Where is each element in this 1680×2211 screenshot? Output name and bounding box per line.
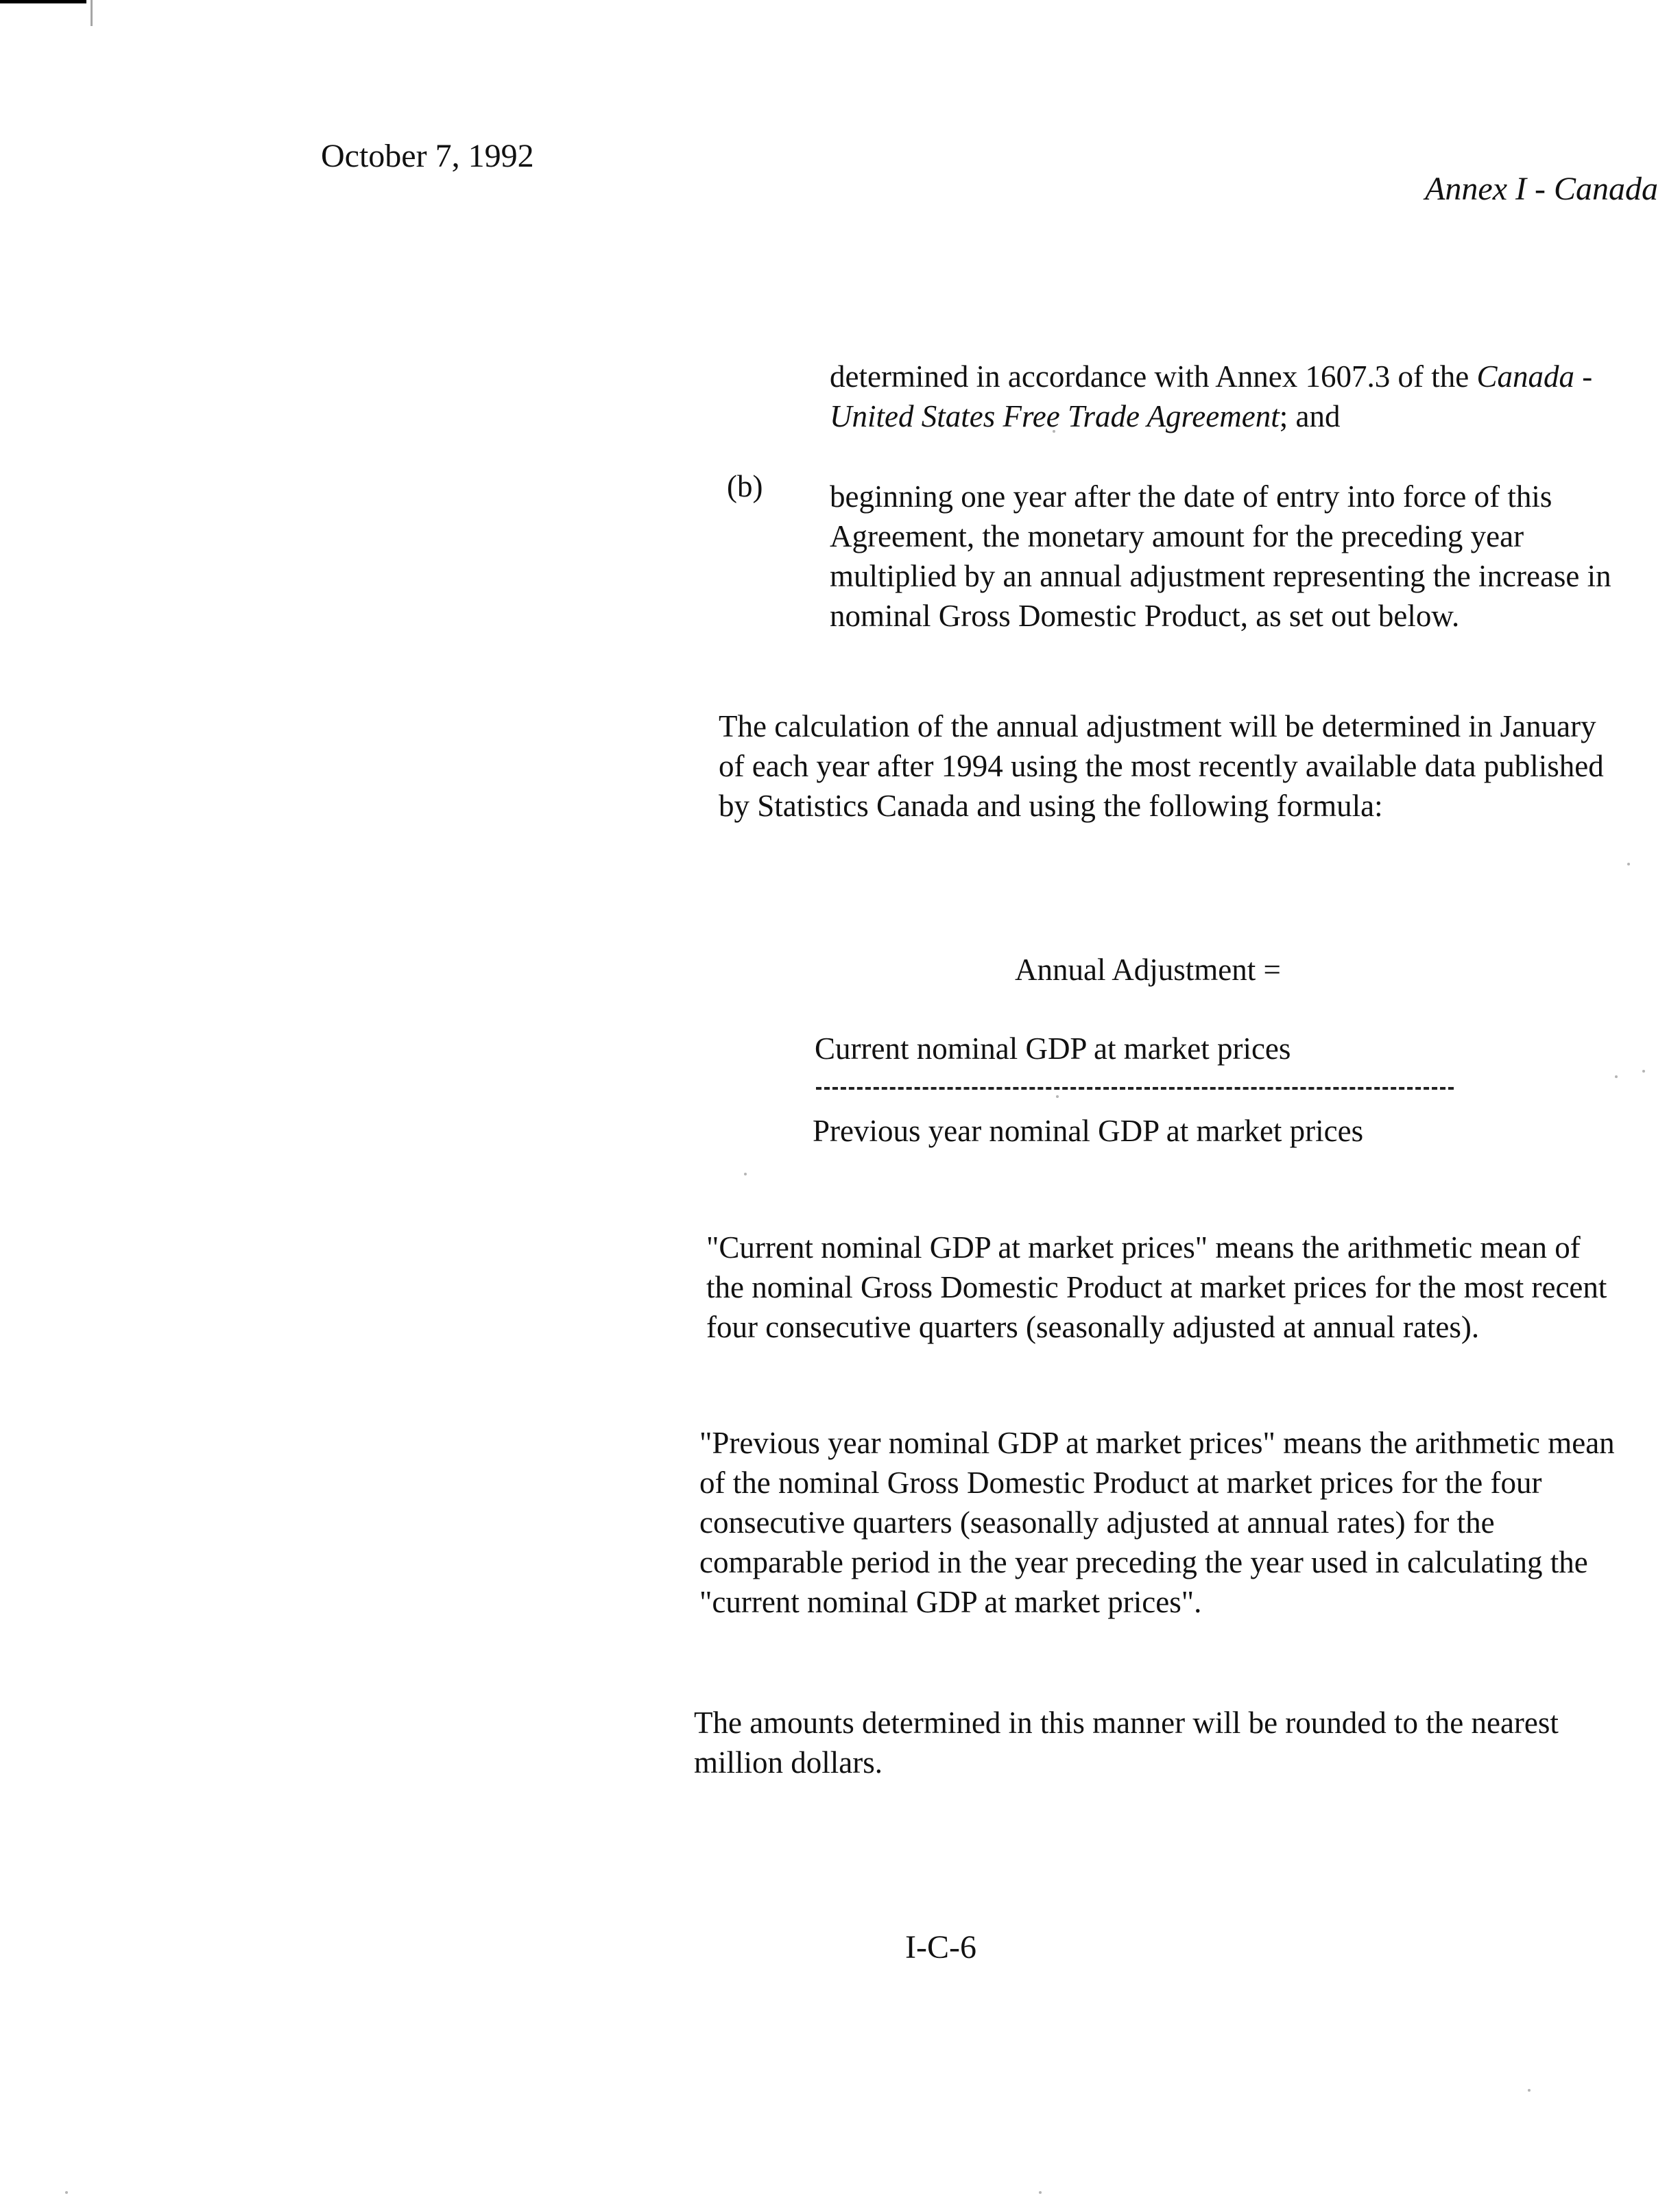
item-a-text: determined in accordance with Annex 1607.3 of the (830, 359, 1469, 394)
fraction-bar (816, 1087, 1454, 1090)
item-a-tail: ; and (1279, 399, 1341, 433)
scan-speck (1056, 1095, 1059, 1098)
annex-heading: Annex I - Canada (1425, 171, 1658, 207)
scan-edge-mark (91, 0, 93, 26)
scan-speck (1039, 2191, 1042, 2194)
scan-speck (1615, 1075, 1618, 1078)
page-number: I-C-6 (905, 1929, 976, 1965)
scan-speck (744, 1173, 747, 1175)
formula-lhs: Annual Adjustment = (1015, 953, 1281, 987)
item-b-label: (b) (727, 469, 763, 503)
calculation-paragraph: The calculation of the annual adjustment will be determined in January of each year after 1994 using the most recently available data published by Statistics Canada and using the following formula: (719, 709, 1604, 823)
item-a-continuation (830, 357, 1598, 436)
formula-numerator: Current nominal GDP at market prices (815, 1031, 1291, 1066)
rounding-paragraph: The amounts determined in this manner will be rounded to the nearest million dollars. (694, 1706, 1559, 1780)
agreement-title: Canada - United States Free Trade Agreement (830, 359, 1593, 433)
definition-current-gdp: "Current nominal GDP at market prices" means the arithmetic mean of the nominal Gross Domestic Product at market prices for the most recent four consecutive quarters (seasonally adjusted at annual rates). (706, 1230, 1607, 1344)
scan-edge-mark (0, 0, 86, 3)
document-date: October 7, 1992 (321, 138, 534, 174)
scan-speck (65, 2191, 68, 2194)
scan-speck (1627, 863, 1630, 865)
item-b-text: beginning one year after the date of entry into force of this Agreement, the monetary amount for the preceding year multiplied by an annual adjustment representing the increase in nominal Gross Domestic Product, as set out below. (830, 479, 1611, 633)
formula-denominator: Previous year nominal GDP at market prices (813, 1114, 1364, 1148)
scan-speck (1642, 1070, 1645, 1073)
definition-previous-gdp: "Previous year nominal GDP at market prices" means the arithmetic mean of the nominal Gross Domestic Product at market prices for the four consecutive quarters (seasonally adjusted at annual rates) for the comparable period in the year preceding the year used in calculating the "current nominal GDP at market prices". (699, 1426, 1615, 1619)
scan-speck (1528, 2089, 1531, 2092)
